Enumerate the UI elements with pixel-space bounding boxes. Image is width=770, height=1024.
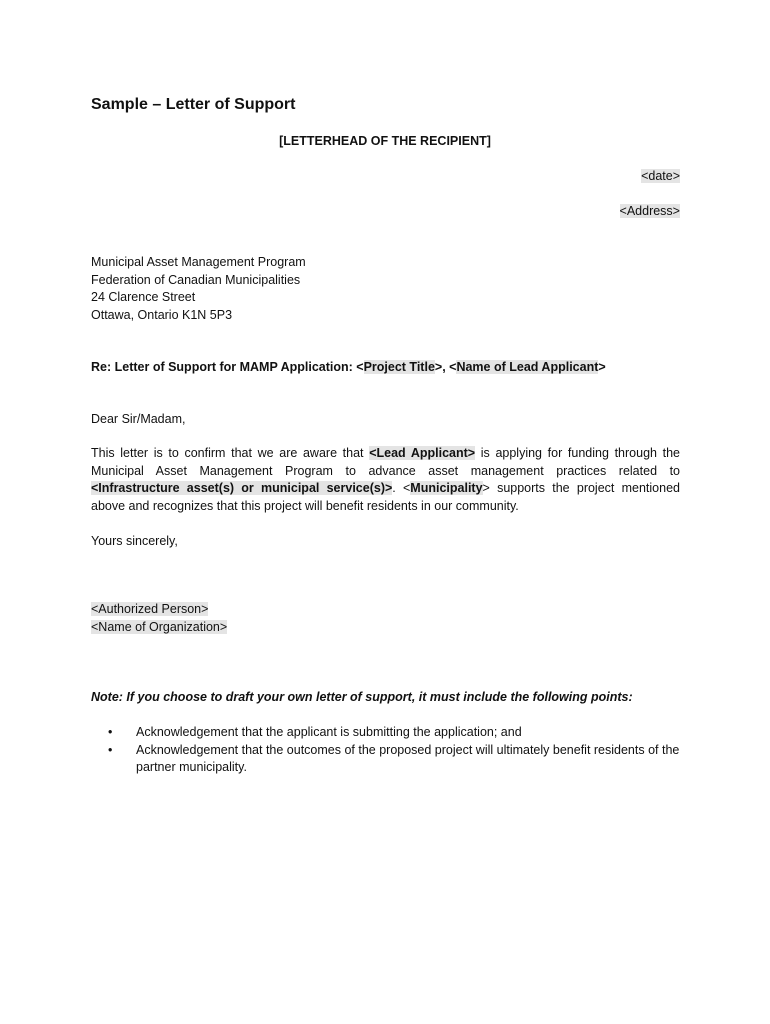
requirements-list [108,724,680,777]
note-heading: Note: If you choose to draft your own letter of support, it must include the following points: [91,690,633,704]
subject-separator: >, < [434,360,457,374]
recipient-line: Federation of Canadian Municipalities [91,272,301,287]
infrastructure-placeholder: <Infrastructure asset(s) or municipal service(s)> [91,481,393,495]
date-line [91,168,680,186]
signature-block [91,601,680,636]
subject-prefix: Re: Letter of Support for MAMP Application: < [91,360,364,374]
letterhead-placeholder: [LETTERHEAD OF THE RECIPIENT] [279,134,491,148]
address-placeholder: <Address> [619,204,680,218]
organization-name-placeholder: <Name of Organization> [91,619,228,634]
body-paragraph [91,445,680,515]
bullet-icon: • [108,725,113,739]
body-text: is applying for funding through the Municipal Asset Management Program to advance asset management practices related to [91,446,681,478]
authorized-person-placeholder: <Authorized Person> [91,602,209,616]
bullet-icon: • [108,742,113,757]
list-item-text: Acknowledgement that the outcomes of the proposed project will ultimately benefit residents of the partner municipality. [136,742,680,774]
signature-line [91,601,680,619]
recipient-line: 24 Clarence Street [91,290,196,304]
body-text: > supports the project mentioned above and recognizes that this project will benefit residents in our community. [91,481,680,513]
list-item [108,742,680,777]
address-line [91,203,680,221]
body-text: This letter is to confirm that we are aware that [91,446,370,460]
body-text: . < [392,481,411,495]
salutation: Dear Sir/Madam, [91,412,186,426]
project-title-placeholder: Project Title [363,360,435,374]
signature-line [91,619,680,637]
date-placeholder: <date> [641,169,680,183]
closing: Yours sincerely, [91,534,178,548]
list-item [108,724,680,742]
recipient-line: Municipal Asset Management Program [91,255,306,269]
subject-suffix: > [598,360,606,374]
list-item-text: Acknowledgement that the applicant is submitting the application; and [136,725,522,739]
recipient-line: Ottawa, Ontario K1N 5P3 [91,307,233,322]
document-title: Sample – Letter of Support [91,96,296,113]
municipality-placeholder: Municipality [410,481,483,495]
subject-line [91,359,680,377]
lead-applicant-name-placeholder: Name of Lead Applicant [456,360,599,374]
lead-applicant-placeholder: <Lead Applicant> [369,446,476,460]
recipient-address-block [91,254,680,324]
